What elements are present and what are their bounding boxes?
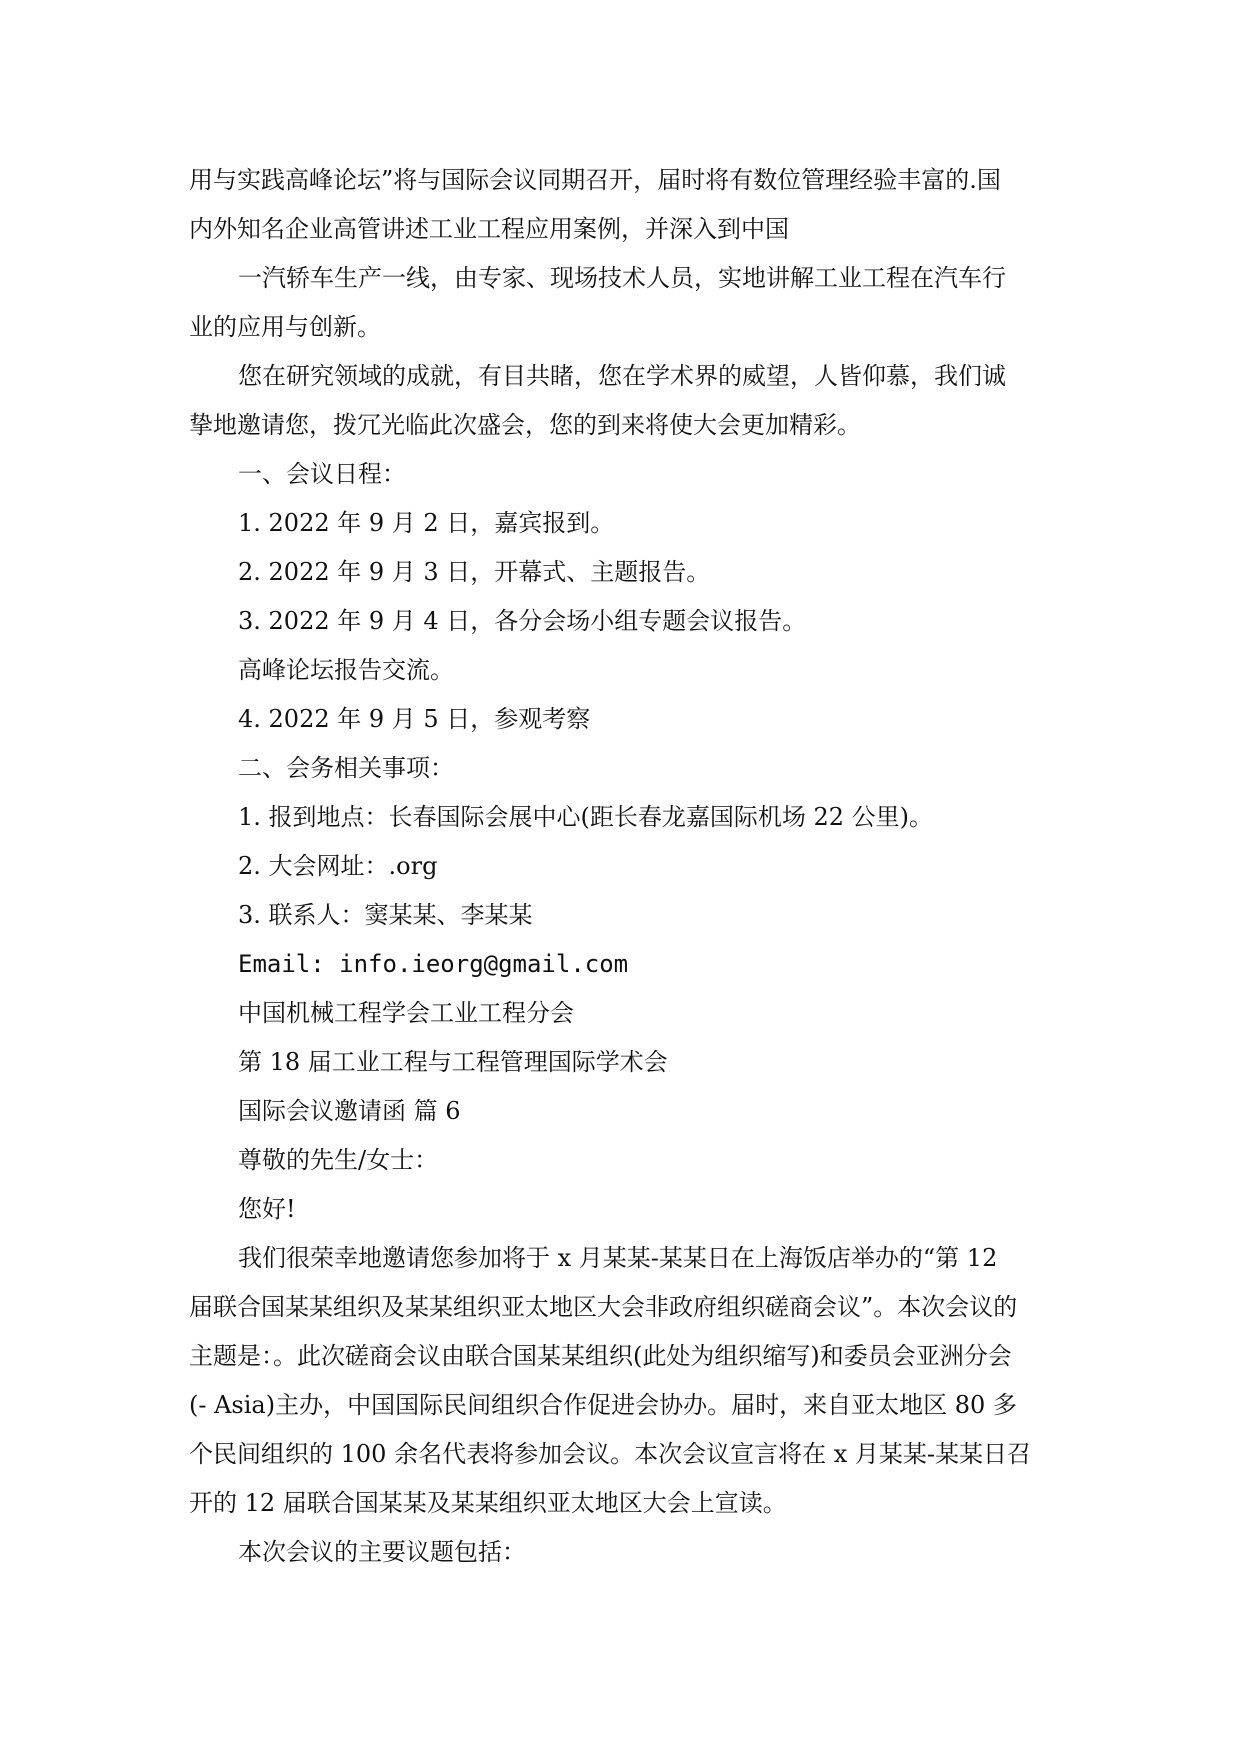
text-line: 内外知名企业高管讲述工业工程应用案例，并深入到中国 [189, 215, 789, 243]
text-line: 国际会议邀请函 篇 6 [238, 1097, 461, 1125]
text-line: Email: info.ieorg@gmail.com [238, 950, 629, 978]
text-line: 1. 报到地点：长春国际会展中心(距长春龙嘉国际机场 22 公里)。 [238, 803, 934, 831]
text-line: 个民间组织的 100 余名代表将参加会议。本次会议宣言将在 x 月某某-某某日召 [189, 1440, 1031, 1468]
text-line: 本次会议的主要议题包括： [238, 1538, 526, 1566]
text-line: 二、会务相关事项： [238, 754, 454, 782]
text-line: (- Asia)主办，中国国际民间组织合作促进会协办。届时，来自亚太地区 80 多 [189, 1391, 1017, 1419]
text-line: 高峰论坛报告交流。 [238, 656, 454, 684]
text-line: 用与实践高峰论坛”将与国际会议同期召开，届时将有数位管理经验丰富的.国 [189, 166, 1001, 194]
text-line: 3. 联系人：窦某某、李某某 [238, 901, 533, 929]
text-line: 您在研究领域的成就，有目共睹，您在学术界的威望，人皆仰慕，我们诚 [238, 362, 1006, 390]
text-line: 主题是：。此次磋商会议由联合国某某组织(此处为组织缩写)和委员会亚洲分会 [189, 1342, 1012, 1370]
text-line: 3. 2022 年 9 月 4 日，各分会场小组专题会议报告。 [238, 607, 807, 635]
text-line: 开的 12 届联合国某某及某某组织亚太地区大会上宣读。 [189, 1489, 787, 1517]
text-line: 中国机械工程学会工业工程分会 [238, 999, 574, 1027]
text-line: 挚地邀请您，拨冗光临此次盛会，您的到来将使大会更加精彩。 [189, 411, 861, 439]
text-line: 2. 2022 年 9 月 3 日，开幕式、主题报告。 [238, 558, 711, 586]
text-line: 第 18 届工业工程与工程管理国际学术会 [238, 1048, 668, 1076]
document-body [189, 156, 1059, 1577]
text-line: 您好! [238, 1195, 296, 1223]
text-line: 业的应用与创新。 [189, 313, 381, 341]
text-line: 我们很荣幸地邀请您参加将于 x 月某某-某某日在上海饭店举办的“第 12 [238, 1244, 998, 1272]
text-line: 一汽轿车生产一线，由专家、现场技术人员，实地讲解工业工程在汽车行 [238, 264, 1006, 292]
text-line: 一、会议日程： [238, 460, 406, 488]
text-line: 1. 2022 年 9 月 2 日，嘉宾报到。 [238, 509, 615, 537]
text-line: 4. 2022 年 9 月 5 日，参观考察 [238, 705, 591, 733]
text-line: 届联合国某某组织及某某组织亚太地区大会非政府组织磋商会议”。本次会议的 [189, 1293, 1018, 1321]
text-line: 尊敬的先生/女士： [238, 1146, 439, 1174]
text-line: 2. 大会网址：.org [238, 852, 438, 880]
